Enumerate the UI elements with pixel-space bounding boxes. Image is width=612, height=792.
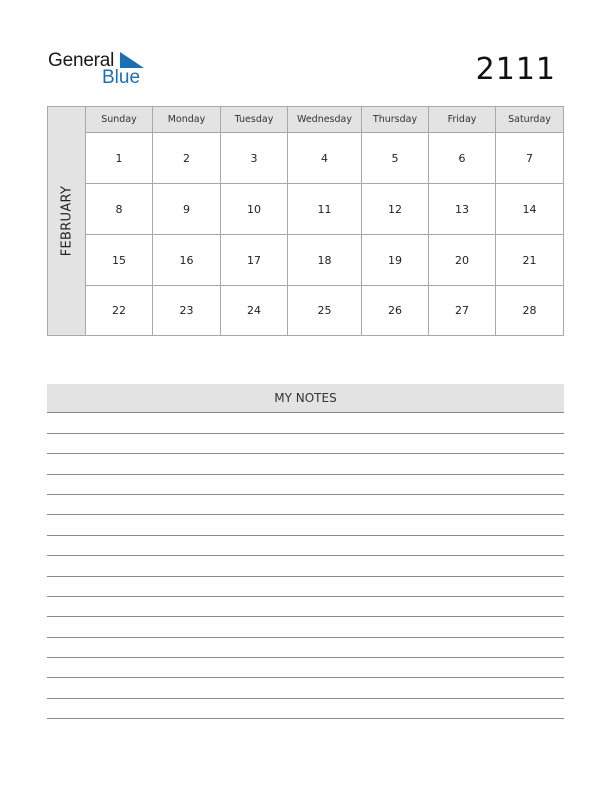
day-cell: 28 xyxy=(522,304,537,317)
day-cell: 23 xyxy=(153,286,221,335)
day-cell: 19 xyxy=(362,235,429,286)
day-cell: 16 xyxy=(153,235,221,286)
note-line xyxy=(47,453,564,454)
day-cell: 22 xyxy=(86,286,153,335)
day-cell: 5 xyxy=(362,133,429,184)
weekday-header: Sunday xyxy=(86,107,153,133)
day-cell: 10 xyxy=(221,184,288,235)
day-cell: 14 xyxy=(496,184,563,235)
day-cell: 12 xyxy=(362,184,429,235)
day-cell: 25 xyxy=(288,286,362,335)
note-line xyxy=(47,698,564,699)
weekday-header: Friday xyxy=(429,107,496,133)
note-line xyxy=(47,596,564,597)
day-cell: 9 xyxy=(153,184,221,235)
note-line xyxy=(47,677,564,678)
note-line xyxy=(47,576,564,577)
note-line xyxy=(47,657,564,658)
day-cell: 18 xyxy=(288,235,362,286)
day-cell: 15 xyxy=(86,235,153,286)
note-line xyxy=(47,718,564,719)
year-title: 2111 xyxy=(475,52,556,87)
notes-section xyxy=(47,384,564,413)
day-cell: 1 xyxy=(86,133,153,184)
day-cell: 27 xyxy=(429,286,496,335)
note-line xyxy=(47,637,564,638)
logo-word-general: General xyxy=(48,50,115,71)
calendar-grid xyxy=(86,107,563,335)
day-cell: 13 xyxy=(429,184,496,235)
weekday-header: Tuesday xyxy=(221,107,288,133)
logo-word-blue: Blue xyxy=(102,67,141,88)
notes-title: MY NOTES xyxy=(47,384,564,413)
note-line xyxy=(47,433,564,434)
day-cell: 2 xyxy=(153,133,221,184)
day-cell: 20 xyxy=(429,235,496,286)
weekday-header: Saturday xyxy=(496,107,563,133)
day-cell: 8 xyxy=(86,184,153,235)
month-sidebar xyxy=(48,107,86,335)
day-cell: 4 xyxy=(288,133,362,184)
note-line xyxy=(47,535,564,536)
month-calendar xyxy=(47,106,564,336)
day-cell: 11 xyxy=(288,184,362,235)
day-cell: 7 xyxy=(496,133,563,184)
note-line xyxy=(47,494,564,495)
note-line xyxy=(47,474,564,475)
day-cell: 24 xyxy=(221,286,288,335)
weekday-header: Wednesday xyxy=(288,107,362,133)
day-cell: 17 xyxy=(221,235,288,286)
day-cell: 6 xyxy=(429,133,496,184)
day-cell: 26 xyxy=(362,286,429,335)
logo-triangle-icon xyxy=(120,52,144,68)
day-cell: 3 xyxy=(221,133,288,184)
month-label: FEBRUARY xyxy=(59,185,74,257)
weekday-header: Thursday xyxy=(362,107,429,133)
note-line xyxy=(47,616,564,617)
note-line xyxy=(47,555,564,556)
day-cell: 21 xyxy=(496,235,563,286)
note-line xyxy=(47,514,564,515)
weekday-header: Monday xyxy=(153,107,221,133)
logo xyxy=(48,50,158,90)
